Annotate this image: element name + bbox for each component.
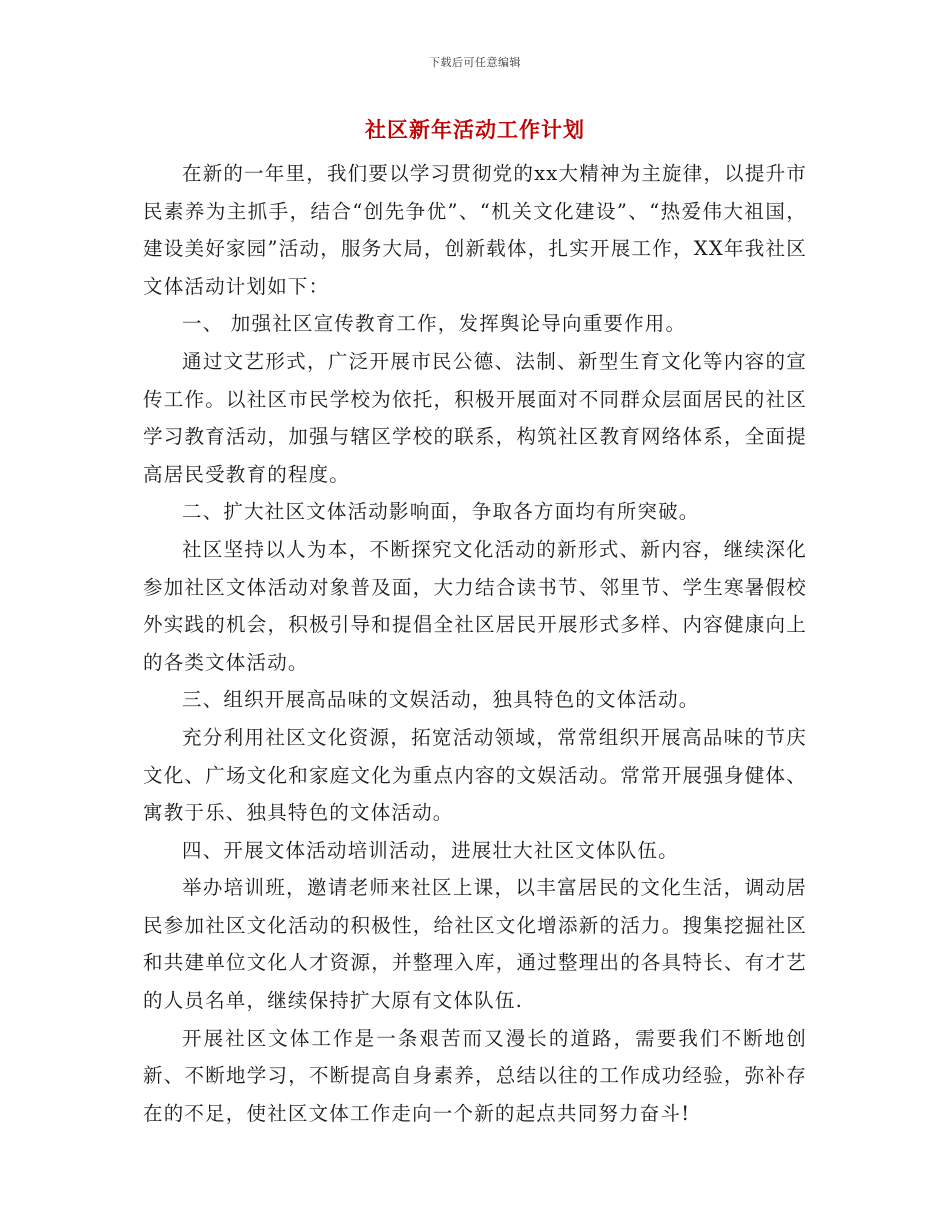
- paragraph-section-3: 充分利用社区文化资源，拓宽活动领域，常常组织开展高品味的节庆文化、广场文化和家庭文化为重点内容的文娱活动。常常开展强身健体、寓教于乐、独具特色的文体活动。: [143, 725, 807, 825]
- paragraph-section-4: 举办培训班，邀请老师来社区上课，以丰富居民的文化生活，调动居民参加社区文化活动的积极性，给社区文化增添新的活力。搜集挖掘社区和共建单位文化人才资源，并整理入库，通过整理出的各具特长、有才艺的人员名单，继续保持扩大原有文体队伍.: [143, 876, 807, 1013]
- section-heading-2: 二、扩大社区文体活动影响面，争取各方面均有所突破。: [182, 500, 700, 524]
- paragraph-intro: 在新的一年里，我们要以学习贯彻党的xx大精神为主旋律，以提升市民素养为主抓手，结合“创先争优”、“机关文化建设”、“热爱伟大祖国，建设美好家园”活动，服务大局，创新载体，扎实开展工作，XX年我社区文体活动计划如下：: [143, 162, 807, 298]
- section-heading-3: 三、组织开展高品味的文娱活动，独具特色的文体活动。: [182, 688, 700, 712]
- paragraph-section-1: 通过文艺形式，广泛开展市民公德、法制、新型生育文化等内容的宣传工作。以社区市民学校为依托，积极开展面对不同群众层面居民的社区学习教育活动，加强与辖区学校的联系，构筑社区教育网络体系，全面提高居民受教育的程度。: [143, 349, 807, 486]
- document-title: 社区新年活动工作计划: [365, 118, 585, 142]
- download-note: 下载后可任意编辑: [429, 56, 521, 69]
- paragraph-section-2: 社区坚持以人为本，不断探究文化活动的新形式、新内容，继续深化参加社区文体活动对象普及面，大力结合读书节、邻里节、学生寒暑假校外实践的机会，积极引导和提倡全社区居民开展形式多样、内容健康向上的各类文体活动。: [143, 537, 807, 674]
- section-heading-1: 一、 加强社区宣传教育工作，发挥舆论导向重要作用。: [182, 312, 687, 336]
- paragraph-conclusion: 开展社区文体工作是一条艰苦而又漫长的道路，需要我们不断地创新、不断地学习，不断提高自身素养，总结以往的工作成功经验，弥补存在的不足，使社区文体工作走向一个新的起点共同努力奋斗!: [143, 1026, 807, 1125]
- document-body: [143, 155, 807, 1132]
- section-heading-4: 四、开展文体活动培训活动，进展壮大社区文体队伍。: [182, 838, 679, 862]
